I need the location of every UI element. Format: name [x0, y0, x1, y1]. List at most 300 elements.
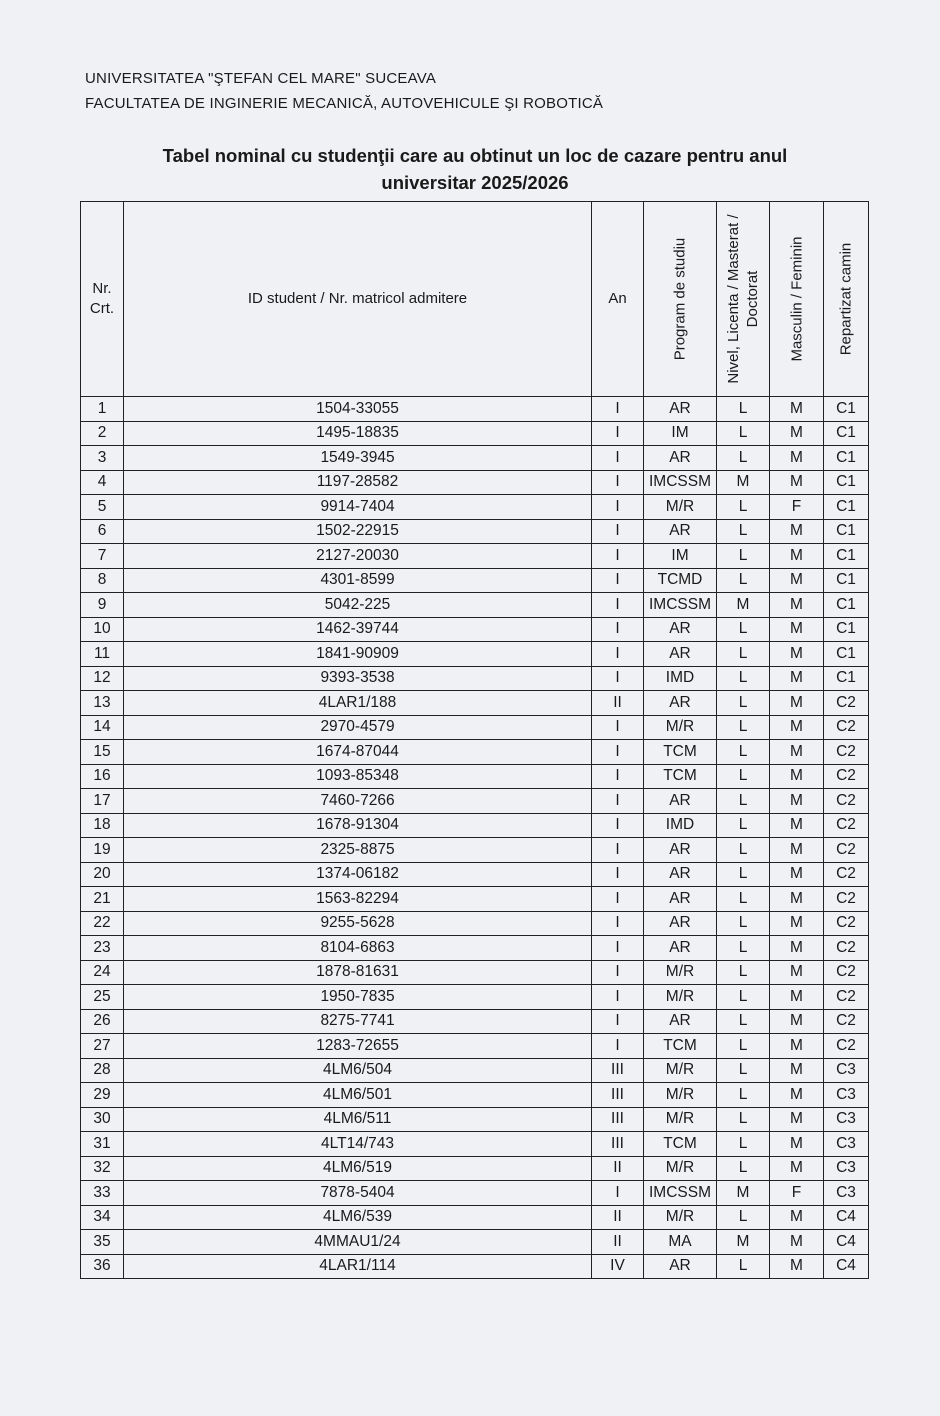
table-header-row [81, 202, 869, 397]
cell-an: I [592, 617, 644, 642]
cell-an: III [592, 1132, 644, 1157]
cell-nr-crt: 33 [81, 1181, 124, 1206]
table-row [81, 617, 869, 642]
cell-nr-crt: 29 [81, 1083, 124, 1108]
cell-nr-crt: 32 [81, 1156, 124, 1181]
table-row [81, 764, 869, 789]
cell-nivel: L [717, 936, 770, 961]
cell-nr-crt: 11 [81, 642, 124, 667]
cell-an: I [592, 666, 644, 691]
cell-an: II [592, 1205, 644, 1230]
cell-program: AR [644, 936, 717, 961]
cell-nivel: L [717, 568, 770, 593]
cell-gen: M [770, 593, 824, 618]
cell-program: M/R [644, 715, 717, 740]
table-row [81, 1230, 869, 1255]
cell-gen: M [770, 960, 824, 985]
cell-student-id: 7460-7266 [124, 789, 592, 814]
cell-nivel: L [717, 617, 770, 642]
cell-nr-crt: 9 [81, 593, 124, 618]
cell-nr-crt: 6 [81, 519, 124, 544]
cell-an: I [592, 1034, 644, 1059]
cell-gen: M [770, 887, 824, 912]
cell-nivel: L [717, 544, 770, 569]
cell-camin: C2 [824, 1009, 869, 1034]
cell-program: MA [644, 1230, 717, 1255]
table-row [81, 397, 869, 422]
university-name: UNIVERSITATEA "ŞTEFAN CEL MARE" SUCEAVA [85, 70, 437, 87]
cell-camin: C1 [824, 544, 869, 569]
cell-nr-crt: 21 [81, 887, 124, 912]
cell-nivel: L [717, 789, 770, 814]
cell-nr-crt: 36 [81, 1254, 124, 1279]
cell-student-id: 4LAR1/188 [124, 691, 592, 716]
cell-nr-crt: 20 [81, 862, 124, 887]
cell-gen: M [770, 1230, 824, 1255]
cell-gen: M [770, 838, 824, 863]
cell-student-id: 1674-87044 [124, 740, 592, 765]
cell-program: IM [644, 421, 717, 446]
cell-student-id: 8275-7741 [124, 1009, 592, 1034]
table-body [81, 397, 869, 1279]
cell-camin: C3 [824, 1181, 869, 1206]
cell-student-id: 1678-91304 [124, 813, 592, 838]
cell-gen: M [770, 1058, 824, 1083]
cell-an: I [592, 911, 644, 936]
cell-program: AR [644, 1254, 717, 1279]
cell-student-id: 2970-4579 [124, 715, 592, 740]
table-row [81, 1058, 869, 1083]
cell-nivel: L [717, 1156, 770, 1181]
table-row [81, 544, 869, 569]
cell-nr-crt: 30 [81, 1107, 124, 1132]
cell-student-id: 4LM6/511 [124, 1107, 592, 1132]
cell-camin: C1 [824, 642, 869, 667]
cell-program: AR [644, 691, 717, 716]
cell-an: I [592, 985, 644, 1010]
cell-camin: C3 [824, 1058, 869, 1083]
cell-an: I [592, 838, 644, 863]
cell-nr-crt: 31 [81, 1132, 124, 1157]
cell-nivel: L [717, 1107, 770, 1132]
cell-camin: C2 [824, 813, 869, 838]
accommodation-table [80, 201, 869, 1279]
cell-gen: M [770, 544, 824, 569]
cell-an: I [592, 446, 644, 471]
table-row [81, 568, 869, 593]
cell-nivel: L [717, 1205, 770, 1230]
faculty-name: FACULTATEA DE INGINERIE MECANICĂ, AUTOVEHICULE ŞI ROBOTICĂ [85, 95, 604, 112]
cell-an: II [592, 1230, 644, 1255]
cell-program: IMD [644, 813, 717, 838]
cell-nr-crt: 12 [81, 666, 124, 691]
cell-nivel: L [717, 911, 770, 936]
cell-an: I [592, 421, 644, 446]
cell-student-id: 1374-06182 [124, 862, 592, 887]
cell-gen: M [770, 789, 824, 814]
cell-program: IMCSSM [644, 593, 717, 618]
cell-student-id: 1462-39744 [124, 617, 592, 642]
cell-nivel: L [717, 1132, 770, 1157]
cell-student-id: 4LM6/501 [124, 1083, 592, 1108]
cell-camin: C1 [824, 568, 869, 593]
institution-header [85, 66, 603, 116]
cell-nivel: L [717, 985, 770, 1010]
cell-nivel: L [717, 495, 770, 520]
cell-program: AR [644, 862, 717, 887]
cell-camin: C2 [824, 985, 869, 1010]
table-row [81, 691, 869, 716]
cell-student-id: 1950-7835 [124, 985, 592, 1010]
cell-camin: C2 [824, 1034, 869, 1059]
table-row [81, 1254, 869, 1279]
cell-gen: M [770, 691, 824, 716]
header-nr-crt: Nr. Crt. [81, 202, 124, 397]
cell-camin: C3 [824, 1107, 869, 1132]
cell-an: II [592, 691, 644, 716]
cell-student-id: 1504-33055 [124, 397, 592, 422]
cell-nivel: L [717, 887, 770, 912]
cell-nr-crt: 25 [81, 985, 124, 1010]
cell-nr-crt: 19 [81, 838, 124, 863]
header-gen: Masculin / Feminin [770, 202, 824, 397]
cell-an: I [592, 397, 644, 422]
table-row [81, 813, 869, 838]
cell-program: IMCSSM [644, 470, 717, 495]
cell-nr-crt: 17 [81, 789, 124, 814]
cell-nivel: L [717, 838, 770, 863]
table-row [81, 936, 869, 961]
table-row [81, 470, 869, 495]
cell-nr-crt: 18 [81, 813, 124, 838]
cell-nr-crt: 35 [81, 1230, 124, 1255]
cell-nr-crt: 8 [81, 568, 124, 593]
header-nivel: Nivel, Licenta / Masterat / Doctorat [717, 202, 770, 397]
table-row [81, 1034, 869, 1059]
cell-program: AR [644, 446, 717, 471]
cell-program: TCMD [644, 568, 717, 593]
cell-camin: C1 [824, 666, 869, 691]
cell-gen: M [770, 764, 824, 789]
header-program: Program de studiu [644, 202, 717, 397]
cell-nr-crt: 4 [81, 470, 124, 495]
cell-gen: M [770, 519, 824, 544]
cell-student-id: 1495-18835 [124, 421, 592, 446]
cell-student-id: 4LM6/504 [124, 1058, 592, 1083]
table-row [81, 593, 869, 618]
cell-an: I [592, 593, 644, 618]
document-title [80, 142, 870, 196]
cell-program: M/R [644, 985, 717, 1010]
header-an: An [592, 202, 644, 397]
cell-program: AR [644, 887, 717, 912]
cell-nivel: M [717, 1181, 770, 1206]
cell-an: I [592, 470, 644, 495]
title-line-1: Tabel nominal cu studenţii care au obtinut un loc de cazare pentru anul [162, 145, 788, 166]
header-student-id: ID student / Nr. matricol admitere [124, 202, 592, 397]
cell-camin: C2 [824, 715, 869, 740]
cell-gen: M [770, 1132, 824, 1157]
cell-nivel: L [717, 397, 770, 422]
cell-camin: C2 [824, 887, 869, 912]
cell-camin: C3 [824, 1156, 869, 1181]
table-row [81, 887, 869, 912]
table-row [81, 666, 869, 691]
cell-nr-crt: 14 [81, 715, 124, 740]
cell-nr-crt: 27 [81, 1034, 124, 1059]
cell-gen: M [770, 1107, 824, 1132]
table-row [81, 911, 869, 936]
cell-camin: C1 [824, 421, 869, 446]
cell-gen: M [770, 1034, 824, 1059]
table-row [81, 960, 869, 985]
cell-student-id: 9255-5628 [124, 911, 592, 936]
cell-student-id: 1878-81631 [124, 960, 592, 985]
cell-nr-crt: 24 [81, 960, 124, 985]
cell-camin: C2 [824, 911, 869, 936]
cell-program: AR [644, 519, 717, 544]
cell-an: I [592, 1009, 644, 1034]
table-row [81, 789, 869, 814]
cell-nr-crt: 23 [81, 936, 124, 961]
cell-program: IMCSSM [644, 1181, 717, 1206]
cell-an: I [592, 936, 644, 961]
cell-an: I [592, 544, 644, 569]
cell-program: M/R [644, 1083, 717, 1108]
cell-nivel: L [717, 666, 770, 691]
cell-gen: M [770, 421, 824, 446]
cell-nr-crt: 2 [81, 421, 124, 446]
cell-gen: M [770, 715, 824, 740]
cell-gen: M [770, 985, 824, 1010]
cell-nr-crt: 16 [81, 764, 124, 789]
table-row [81, 740, 869, 765]
cell-program: AR [644, 397, 717, 422]
table-row [81, 1205, 869, 1230]
cell-nivel: L [717, 764, 770, 789]
cell-program: TCM [644, 1132, 717, 1157]
cell-gen: M [770, 397, 824, 422]
cell-nr-crt: 15 [81, 740, 124, 765]
cell-camin: C1 [824, 397, 869, 422]
cell-gen: M [770, 666, 824, 691]
cell-gen: M [770, 740, 824, 765]
cell-nr-crt: 22 [81, 911, 124, 936]
cell-gen: M [770, 1009, 824, 1034]
cell-an: III [592, 1083, 644, 1108]
cell-an: I [592, 887, 644, 912]
cell-camin: C1 [824, 519, 869, 544]
cell-student-id: 2325-8875 [124, 838, 592, 863]
cell-nivel: L [717, 1254, 770, 1279]
cell-an: I [592, 960, 644, 985]
cell-nivel: L [717, 1058, 770, 1083]
cell-student-id: 9914-7404 [124, 495, 592, 520]
cell-nr-crt: 3 [81, 446, 124, 471]
cell-nivel: M [717, 470, 770, 495]
cell-camin: C4 [824, 1230, 869, 1255]
cell-student-id: 1093-85348 [124, 764, 592, 789]
cell-program: M/R [644, 495, 717, 520]
cell-student-id: 4MMAU1/24 [124, 1230, 592, 1255]
cell-nivel: L [717, 421, 770, 446]
cell-nivel: L [717, 519, 770, 544]
cell-camin: C2 [824, 764, 869, 789]
cell-an: I [592, 715, 644, 740]
cell-camin: C2 [824, 691, 869, 716]
cell-camin: C4 [824, 1205, 869, 1230]
cell-gen: M [770, 813, 824, 838]
cell-gen: M [770, 911, 824, 936]
cell-gen: M [770, 568, 824, 593]
cell-program: M/R [644, 960, 717, 985]
cell-camin: C2 [824, 936, 869, 961]
cell-camin: C2 [824, 789, 869, 814]
table-row [81, 1107, 869, 1132]
cell-gen: M [770, 446, 824, 471]
cell-student-id: 1502-22915 [124, 519, 592, 544]
cell-student-id: 1197-28582 [124, 470, 592, 495]
cell-an: I [592, 568, 644, 593]
table-row [81, 1083, 869, 1108]
cell-an: I [592, 1181, 644, 1206]
cell-nivel: L [717, 1083, 770, 1108]
cell-program: AR [644, 1009, 717, 1034]
cell-student-id: 1549-3945 [124, 446, 592, 471]
cell-gen: M [770, 1156, 824, 1181]
cell-nivel: M [717, 1230, 770, 1255]
cell-student-id: 4LM6/539 [124, 1205, 592, 1230]
cell-gen: M [770, 1254, 824, 1279]
cell-program: M/R [644, 1107, 717, 1132]
cell-an: I [592, 740, 644, 765]
cell-camin: C1 [824, 470, 869, 495]
cell-student-id: 1841-90909 [124, 642, 592, 667]
cell-student-id: 2127-20030 [124, 544, 592, 569]
cell-nr-crt: 13 [81, 691, 124, 716]
table-row [81, 862, 869, 887]
cell-camin: C1 [824, 593, 869, 618]
cell-camin: C2 [824, 838, 869, 863]
cell-an: III [592, 1058, 644, 1083]
table-row [81, 495, 869, 520]
cell-program: TCM [644, 764, 717, 789]
cell-gen: F [770, 1181, 824, 1206]
cell-camin: C4 [824, 1254, 869, 1279]
cell-camin: C1 [824, 617, 869, 642]
cell-student-id: 7878-5404 [124, 1181, 592, 1206]
cell-gen: M [770, 642, 824, 667]
cell-nivel: L [717, 1009, 770, 1034]
cell-nr-crt: 10 [81, 617, 124, 642]
cell-an: I [592, 495, 644, 520]
cell-student-id: 5042-225 [124, 593, 592, 618]
cell-camin: C3 [824, 1132, 869, 1157]
cell-gen: M [770, 862, 824, 887]
table-row [81, 838, 869, 863]
cell-nr-crt: 28 [81, 1058, 124, 1083]
cell-nivel: L [717, 446, 770, 471]
cell-an: I [592, 519, 644, 544]
cell-nr-crt: 26 [81, 1009, 124, 1034]
cell-an: I [592, 642, 644, 667]
cell-student-id: 1283-72655 [124, 1034, 592, 1059]
cell-program: AR [644, 838, 717, 863]
cell-nivel: L [717, 862, 770, 887]
cell-program: AR [644, 789, 717, 814]
cell-program: AR [644, 617, 717, 642]
cell-nivel: L [717, 813, 770, 838]
cell-student-id: 4LAR1/114 [124, 1254, 592, 1279]
cell-program: M/R [644, 1058, 717, 1083]
cell-an: I [592, 813, 644, 838]
table-row [81, 642, 869, 667]
cell-student-id: 8104-6863 [124, 936, 592, 961]
cell-nr-crt: 7 [81, 544, 124, 569]
header-camin: Repartizat camin [824, 202, 869, 397]
cell-program: M/R [644, 1156, 717, 1181]
cell-gen: M [770, 1205, 824, 1230]
cell-an: III [592, 1107, 644, 1132]
cell-camin: C2 [824, 740, 869, 765]
cell-nr-crt: 5 [81, 495, 124, 520]
cell-gen: M [770, 617, 824, 642]
table-row [81, 1156, 869, 1181]
cell-program: AR [644, 642, 717, 667]
cell-student-id: 4301-8599 [124, 568, 592, 593]
cell-student-id: 4LT14/743 [124, 1132, 592, 1157]
table-row [81, 519, 869, 544]
cell-student-id: 1563-82294 [124, 887, 592, 912]
cell-an: IV [592, 1254, 644, 1279]
table-row [81, 446, 869, 471]
cell-nivel: L [717, 1034, 770, 1059]
cell-program: M/R [644, 1205, 717, 1230]
table-row [81, 1181, 869, 1206]
cell-camin: C1 [824, 446, 869, 471]
cell-nivel: L [717, 960, 770, 985]
cell-gen: M [770, 936, 824, 961]
cell-gen: M [770, 470, 824, 495]
cell-program: TCM [644, 740, 717, 765]
cell-student-id: 9393-3538 [124, 666, 592, 691]
cell-gen: M [770, 1083, 824, 1108]
cell-camin: C2 [824, 960, 869, 985]
cell-program: IM [644, 544, 717, 569]
table-row [81, 421, 869, 446]
cell-student-id: 4LM6/519 [124, 1156, 592, 1181]
cell-program: AR [644, 911, 717, 936]
cell-nr-crt: 34 [81, 1205, 124, 1230]
cell-nivel: L [717, 642, 770, 667]
cell-nivel: M [717, 593, 770, 618]
table-row [81, 985, 869, 1010]
cell-nivel: L [717, 715, 770, 740]
cell-camin: C1 [824, 495, 869, 520]
cell-nivel: L [717, 740, 770, 765]
table-row [81, 715, 869, 740]
cell-program: IMD [644, 666, 717, 691]
cell-nivel: L [717, 691, 770, 716]
table-row [81, 1009, 869, 1034]
cell-gen: F [770, 495, 824, 520]
title-line-2: universitar 2025/2026 [381, 172, 569, 193]
cell-camin: C2 [824, 862, 869, 887]
cell-program: TCM [644, 1034, 717, 1059]
cell-an: I [592, 764, 644, 789]
cell-an: I [592, 789, 644, 814]
cell-nr-crt: 1 [81, 397, 124, 422]
